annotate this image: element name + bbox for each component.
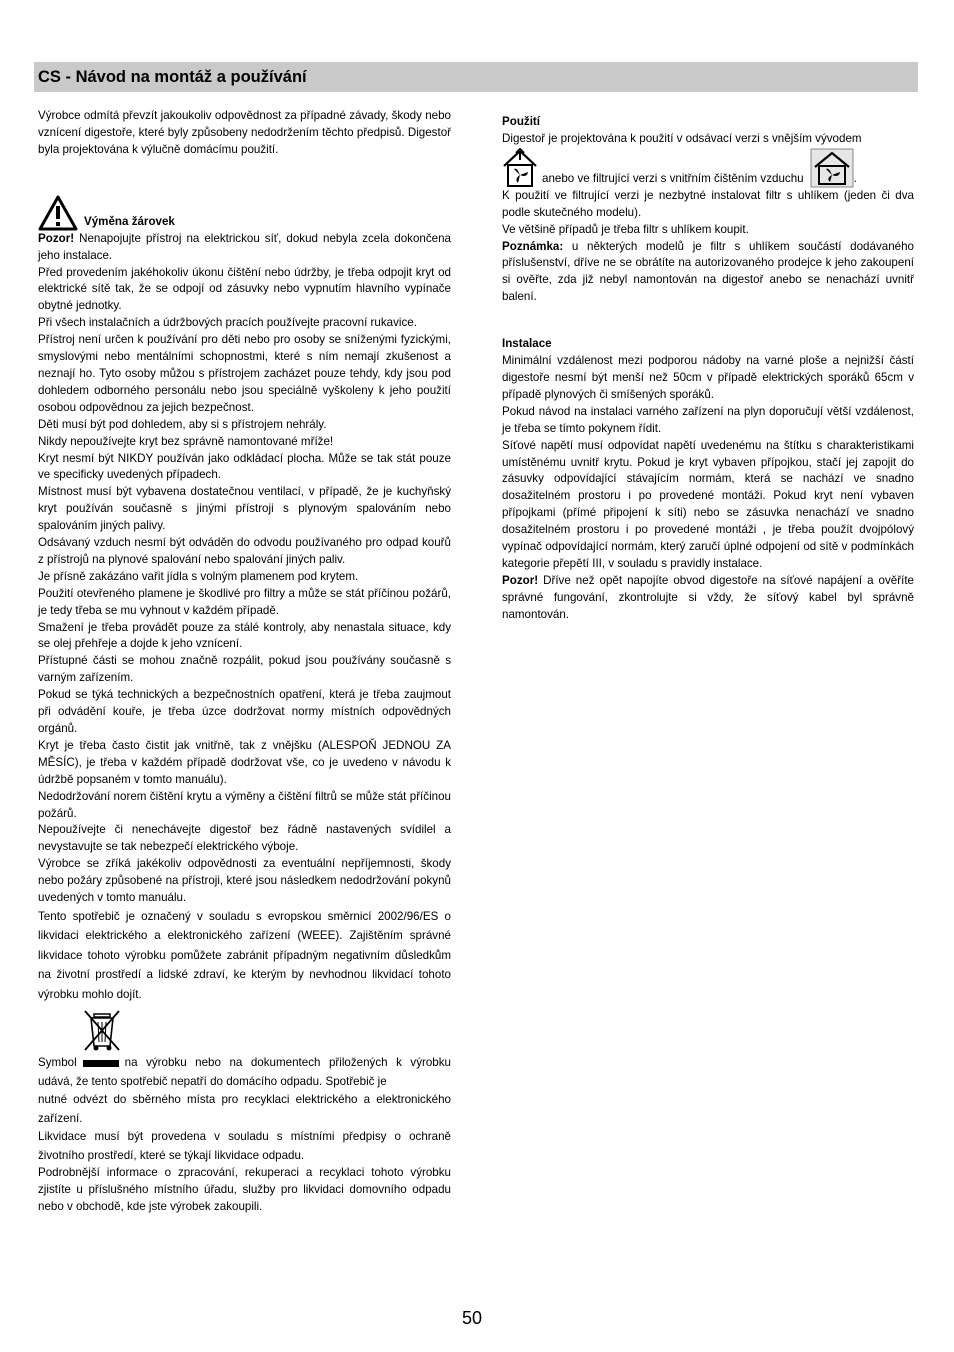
install-paragraph: Síťové napětí musí odpovídat napětí uvedenému na štítku s charakteristikami umístěnému uvnitř krytu. Pokud je kryt vybaven přípojkou, stačí jej zapojit do zásuvky odpovídající stávajícím normám, která se nachází ve snadno dosažitelném prostoru i po provedené montáži. Pokud kryt není vybaven přípojkami (přímé připojení k síti) nebo se zásuvka nenachází ve snadno dosažitelném prostoru i po provedené montáži , je třeba použít dvojpólový vypínač odpovídající normám, který zaručí úplné odpojení od sítě v podmínkách kategorie přepětí III, v souladu s pravidly instalace.	[502, 438, 914, 570]
safety-paragraph: Je přísně zakázáno vařit jídla s volným plamenem pod krytem.	[38, 569, 359, 583]
note-paragraph	[502, 239, 914, 307]
install-heading-text: Instalace	[502, 337, 552, 351]
safety-paragraph: Výrobce se zříká jakékoliv odpovědnosti za eventuální nepříjemnosti, škody nebo požáry způsobené na přístroji, které jsou následkem nedodržování pokynů uvedených v tomto manuálu.	[38, 857, 451, 905]
extraction-house-fan-icon	[502, 148, 538, 188]
safety-paragraph: Smažení je třeba provádět pouze za stálé kontroly, aby nenastala situace, kdy se olej přehřeje a dojde k jeho vznícení.	[38, 620, 451, 651]
filter-text: anebo ve filtrující verzi s vnitřním čištěním vzduchu	[542, 171, 804, 185]
use-paragraph: Digestoř je projektována k použití v odsávací verzi s vnějším vývodem	[502, 131, 862, 145]
recirculation-house-fan-icon	[810, 148, 854, 188]
install-heading	[502, 336, 914, 353]
warning-triangle-icon	[38, 195, 78, 231]
disposal-paragraph: nutné odvézt do sběrného místa pro recyklaci elektrického a elektronického zařízení.	[38, 1093, 451, 1125]
safety-paragraph: Nedodržování norem čištění krytu a výměny a čištění filtrů se může stát příčinou požárů.	[38, 789, 451, 820]
safety-paragraph: Při všech instalačních a údržbových pracích používejte pracovní rukavice.	[38, 316, 417, 330]
use-paragraph: Ve většině případů je třeba filtr s uhlíkem koupit.	[502, 222, 749, 236]
symbol-text: na výrobku nebo na dokumentech přiložených k výrobku udává, že tento spotřebič nepatří do domácího odpadu. Spotřebič je	[38, 1056, 451, 1088]
safety-paragraph: Kryt nesmí být NIKDY používán jako odkládací plocha. Může se tak stát pouze ve specificky uvedených případech.	[38, 451, 451, 482]
safety-paragraph: Nikdy nepoužívejte kryt bez správně namontované mříže!	[38, 434, 334, 448]
use-paragraph: K použití ve filtrující verzi je nezbytné instalovat filtr s uhlíkem (jeden či dva podle skutečného modelu).	[502, 188, 914, 219]
safety-paragraph: Přístroj není určen k používání pro děti nebo pro osoby se sníženými fyzickými, smyslovými nebo mentálními schopnostmi, které s ním nemají zkušenost a neznají ho. Tyto osoby můžou s přístrojem zacházet pouze tehdy, kdy jsou pod dohledem odborného personálu nebo jsou speciálně vyškoleny k jeho použití osobou odpovědnou za jejich bezpečnost.	[38, 333, 451, 414]
safety-paragraph: Použití otevřeného plamene je škodlivé pro filtry a může se stát příčinou požárů, je tedy třeba se mu vyhnout v každém případě.	[38, 586, 451, 617]
disposal-paragraph: Podrobnější informace o zpracování, rekuperaci a recyklaci tohoto výrobku zjistíte u příslušného místního úřadu, služby pro likvidaci domovního odpadu nebo v obchodě, kde jste výrobek zakoupili.	[38, 1166, 451, 1214]
weee-paragraph: Tento spotřebič je označený v souladu s evropskou směrnicí 2002/96/ES o likvidaci elektrického a elektronického zařízení (WEEE). Zajištěním správné likvidace tohoto výrobku pomůžete zabránit případným negativním důsledkům na životní prostředí a lidské zdraví, ke kterým by nevhodnou likvidací tohoto výrobku mohlo dojít.	[38, 909, 451, 1001]
install-pozor-paragraph	[502, 573, 914, 624]
pozor-text: Nenapojujte přístroj na elektrickou síť, dokud nebyla zcela dokončena jeho instalace.	[38, 231, 451, 262]
symbol-paragraph	[38, 1054, 451, 1091]
right-column	[502, 114, 914, 624]
mode-icons-line	[502, 148, 914, 188]
safety-paragraph: Kryt je třeba často čistit jak vnitřně, tak z vnějšku (ALESPOŇ JEDNOU ZA MĚSÍC), je třeba v každém případě dodržovat vše, co je uvedeno v návodu k údržbě popsaném v tomto manuálu).	[38, 738, 451, 786]
filter-dot: .	[853, 171, 857, 185]
warning-heading: Výměna žárovek	[84, 214, 175, 228]
note-text: u některých modelů je filtr s uhlíkem součástí dodávaného příslušenství, dříve ne se obrátíte na autorizovaného prodejce k jeho zakoupení si ověřte, zda již nebyl namontován na digestoř anebo se nenachází uvnitř balení.	[502, 239, 914, 304]
install-pozor-label: Pozor!	[502, 573, 539, 587]
page-title: CS - Návod na montáž a používání	[38, 68, 307, 86]
note-label: Poznámka:	[502, 239, 564, 253]
weee-bin-block	[82, 1008, 451, 1054]
crossed-bin-icon	[82, 1008, 122, 1052]
warning-heading-line	[38, 191, 451, 231]
use-heading-text: Použití	[502, 115, 540, 128]
use-heading	[502, 114, 914, 131]
left-column	[38, 108, 451, 1216]
safety-paragraph: Místnost musí být vybavena dostatečnou ventilací, v případě, že je kuchyňský kryt používán současně s jinými přístroji s plynovým spalováním nebo spalováním jiných palivy.	[38, 485, 451, 533]
pozor-paragraph	[38, 231, 451, 265]
install-paragraph: Minimální vzdálenost mezi podporou nádoby na varné ploše a nejnižší částí digestoře nesmí být menší než 50cm v případě elektrických sporáků 65cm v případě plynových či smíšených sporáků.	[502, 354, 914, 401]
intro-paragraph: Výrobce odmítá převzít jakoukoliv odpovědnost za případné závady, škody nebo vznícení digestoře, které byly způsobeny nedodržením těchto předpisů. Digestoř byla projektována k výlučně domácímu použití.	[38, 109, 451, 156]
section-title-bar	[34, 62, 918, 92]
safety-paragraph: Odsávaný vzduch nesmí být odváděn do odvodu používaného pro odpad kouřů z přístrojů na plynové spalování nebo spalování jiných paliv.	[38, 536, 451, 566]
underline-bar-symbol	[83, 1060, 119, 1067]
safety-paragraph: Nepoužívejte či nenechávejte digestoř bez řádně nastavených svídilel a nevystavujte se tak nebezpečí elektrického výboje.	[38, 823, 451, 854]
install-pozor-text: Dříve než opět napojíte obvod digestoře na síťové napájení a ověříte správné fungování, zkontrolujte si vždy, že síťový kabel byl správně namontován.	[502, 573, 914, 621]
safety-paragraph: Přístupné části se mohou značně rozpálit, pokud jsou používány současně s varným zařízením.	[38, 654, 451, 685]
safety-paragraph: Děti musí být pod dohledem, aby si s přístrojem nehrály.	[38, 417, 327, 431]
safety-paragraph: Pokud se týká technických a bezpečnostních opatření, která je třeba zaujmout při odvádění kouře, je třeba úzce dodržovat normy místních odpovědných orgánů.	[38, 688, 451, 735]
install-paragraph: Pokud návod na instalaci varného zařízení na plyn doporučují větší vzdálenost, je třeba se tímto pokynem řídit.	[502, 404, 914, 435]
disposal-paragraph: Likvidace musí být provedena v souladu s místními předpisy o ochraně životního prostředí, které se týkají likvidace odpadu.	[38, 1130, 451, 1162]
safety-paragraph: Před provedením jakéhokoliv úkonu čištění nebo údržby, je třeba odpojit kryt od elektrické sítě tak, že se odpojí od zásuvky nebo vypnutím hlavního vypínače obytné jednotky.	[38, 265, 451, 313]
symbol-word: Symbol	[38, 1056, 77, 1070]
page-number: 50	[462, 1308, 483, 1328]
pozor-label: Pozor!	[38, 231, 75, 245]
